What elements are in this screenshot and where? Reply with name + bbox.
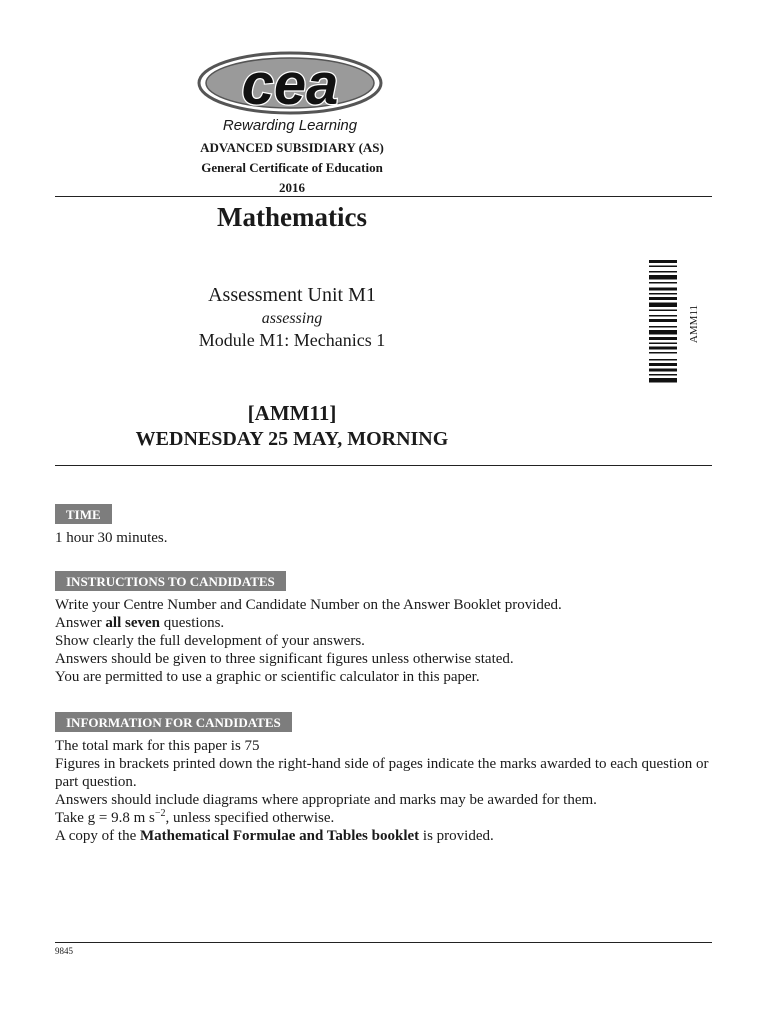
information-label: INFORMATION FOR CANDIDATES bbox=[55, 712, 292, 732]
assessment-unit: Assessment Unit M1 bbox=[208, 284, 376, 306]
time-text: 1 hour 30 minutes. bbox=[55, 530, 168, 546]
module-name: Module M1: Mechanics 1 bbox=[198, 330, 386, 350]
assessing-label: assessing bbox=[261, 310, 323, 327]
information-line: The total mark for this paper is 75 bbox=[55, 738, 260, 754]
instruction-line: You are permitted to use a graphic or scientific calculator in this paper. bbox=[55, 669, 480, 685]
year-heading: 2016 bbox=[279, 180, 305, 195]
middle-divider bbox=[55, 465, 712, 466]
instruction-line: Answer all seven questions. bbox=[55, 615, 225, 631]
subject-title: Mathematics bbox=[217, 202, 367, 232]
cea-logo bbox=[196, 50, 384, 116]
top-divider bbox=[55, 196, 712, 197]
instructions-label: INSTRUCTIONS TO CANDIDATES bbox=[55, 571, 286, 591]
information-line: Take g = 9.8 m $s^{-2}$, unless specified otherwise. bbox=[55, 808, 335, 826]
information-text bbox=[55, 737, 725, 845]
instruction-line: Show clearly the full development of your answers. bbox=[55, 633, 365, 649]
exam-date: WEDNESDAY 25 MAY, MORNING bbox=[135, 428, 449, 450]
logo-text: cea bbox=[241, 52, 339, 116]
instruction-line: Answers should be given to three significant figures unless otherwise stated. bbox=[55, 651, 514, 667]
instruction-line: Write your Centre Number and Candidate Number on the Answer Booklet provided. bbox=[55, 597, 562, 613]
barcode bbox=[649, 260, 677, 400]
information-line: Figures in brackets printed down the right-hand side of pages indicate the marks awarded to each question or part question. bbox=[55, 756, 709, 790]
footer-number: 9845 bbox=[55, 946, 73, 956]
instructions-text bbox=[55, 596, 725, 686]
paper-code: [AMM11] bbox=[247, 401, 337, 425]
information-line: A copy of the Mathematical Formulae and Tables booklet is provided. bbox=[55, 828, 494, 844]
time-label: TIME bbox=[55, 504, 112, 524]
barcode-label: AMM11 bbox=[688, 304, 700, 344]
level-heading: ADVANCED SUBSIDIARY (AS) bbox=[200, 140, 384, 155]
information-line: Answers should include diagrams where appropriate and marks may be awarded for them. bbox=[55, 792, 597, 808]
qualification-heading: General Certificate of Education bbox=[201, 160, 383, 175]
logo-tagline: Rewarding Learning bbox=[222, 117, 358, 134]
bottom-divider bbox=[55, 942, 712, 943]
